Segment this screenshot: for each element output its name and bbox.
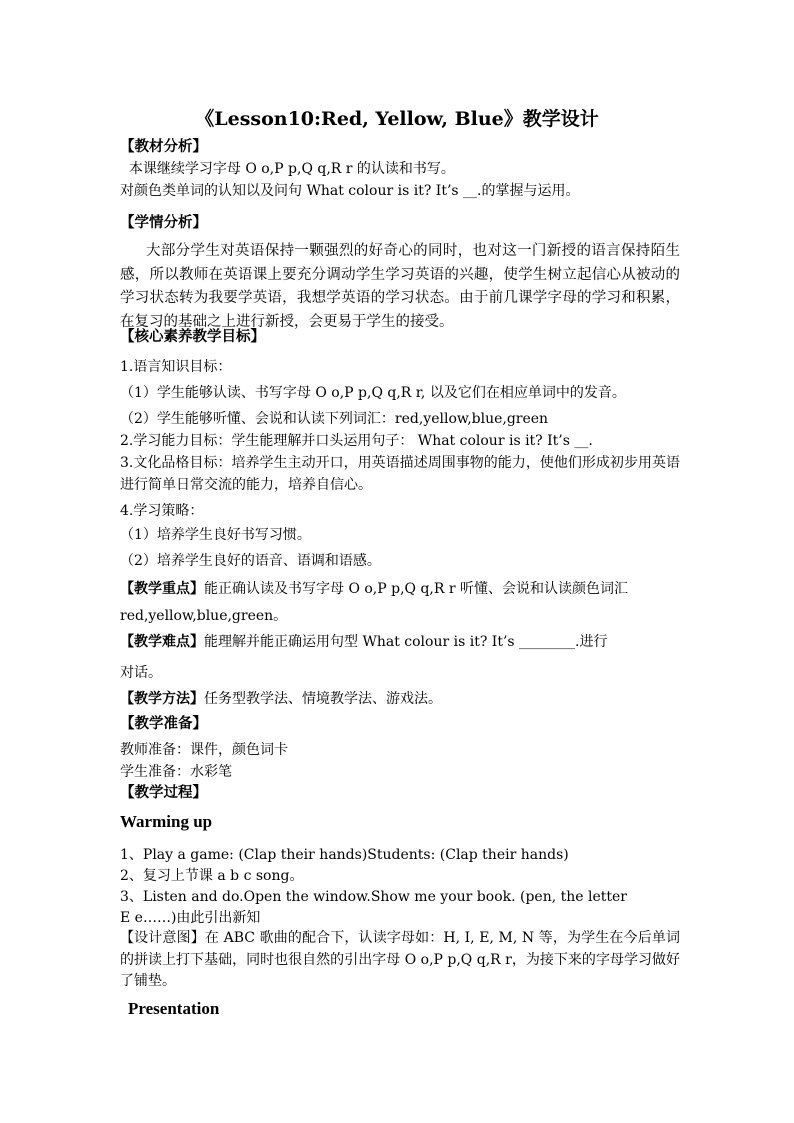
presentation-heading: Presentation (128, 999, 220, 1018)
warming-up-step-3b: E e……)由此引出新知 (120, 910, 261, 926)
design-intent: 【设计意图】在 ABC 歌曲的配合下，认读字母如：H, I, E, M, N 等，为学生在今后单词的拼读上打下基础，同时也很自然的引出字母 O o,P p,Q q,R r，为接下来的字母学习做好了铺垫。 (120, 930, 680, 989)
key-points-label: 【教学重点】 (120, 581, 204, 597)
key-points-text: 能正确认读及书写字母 O o,P p,Q q,R r 听懂、会说和认读颜色词汇 (204, 581, 629, 597)
material-analysis-line-2: 对颜色类单词的认知以及问句 What colour is it? It’s __.的掌握与运用。 (120, 183, 580, 199)
difficult-points-label: 【教学难点】 (120, 634, 204, 650)
teacher-preparation: 教师准备：课件，颜色词卡 (120, 742, 288, 758)
objective-4: 4.学习策略： (120, 503, 204, 519)
material-analysis-heading: 【教材分析】 (120, 138, 207, 155)
difficult-points (120, 631, 680, 653)
objectives-heading: 【核心素养教学目标】 (120, 328, 265, 345)
objective-4b: （2）培养学生良好的语音、语调和语感。 (120, 553, 381, 569)
objective-1a: （1）学生能够认读、书写字母 O o,P p,Q q,R r, 以及它们在相应单词中的发音。 (120, 385, 626, 401)
warming-up-step-1: 1、Play a game: (Clap their hands)Students: (Clap their hands) (120, 847, 569, 863)
objective-1: 1.语言知识目标： (120, 359, 232, 375)
process-heading: 【教学过程】 (120, 784, 207, 801)
page-title: 《Lesson10:Red, Yellow, Blue》教学设计 (195, 108, 599, 130)
student-preparation: 学生准备：水彩笔 (120, 764, 232, 780)
preparation-heading: 【教学准备】 (120, 715, 207, 732)
learner-analysis-heading: 【学情分析】 (120, 214, 207, 231)
methods-label: 【教学方法】 (120, 691, 204, 707)
objective-1b: （2）学生能够听懂、会说和认读下列词汇：red,yellow,blue,green (120, 411, 549, 427)
difficult-points-continued: 对话。 (120, 665, 162, 681)
material-analysis-line-1: 本课继续学习字母 O o,P p,Q q,R r 的认读和书写。 (120, 161, 455, 177)
key-points (120, 578, 680, 600)
warming-up-step-2: 2、复习上节课 a b c song。 (120, 868, 304, 884)
difficult-points-text: 能理解并能正确运用句型 What colour is it? It’s ________.进行 (204, 634, 608, 650)
warming-up-step-3a: 3、Listen and do.Open the window.Show me your book. (pen, the letter (120, 889, 628, 905)
warming-up-heading: Warming up (120, 812, 213, 831)
objective-3: 3.文化品格目标：培养学生主动开口，用英语描述周围事物的能力，使他们形成初步用英语进行简单日常交流的能力，培养自信心。 (120, 455, 680, 493)
objective-2: 2.学习能力目标：学生能理解并口头运用句子： What colour is it? It’s __. (120, 433, 593, 449)
learner-analysis-paragraph: 大部分学生对英语保持一颗强烈的好奇心的同时，也对这一门新授的语言保持陌生感，所以教师在英语课上要充分调动学生学习英语的兴趣，使学生树立起信心从被动的学习状态转为我要学英语，我想学英语的学习状态。由于前几课学字母的学习和积累，在复习的基础之上进行新授，会更易于学生的接受。 (120, 243, 680, 330)
methods (120, 688, 680, 710)
objective-4a: （1）培养学生良好书写习惯。 (120, 527, 311, 543)
methods-text: 任务型教学法、情境教学法、游戏法。 (204, 691, 442, 707)
key-points-continued: red,yellow,blue,green。 (120, 608, 288, 624)
